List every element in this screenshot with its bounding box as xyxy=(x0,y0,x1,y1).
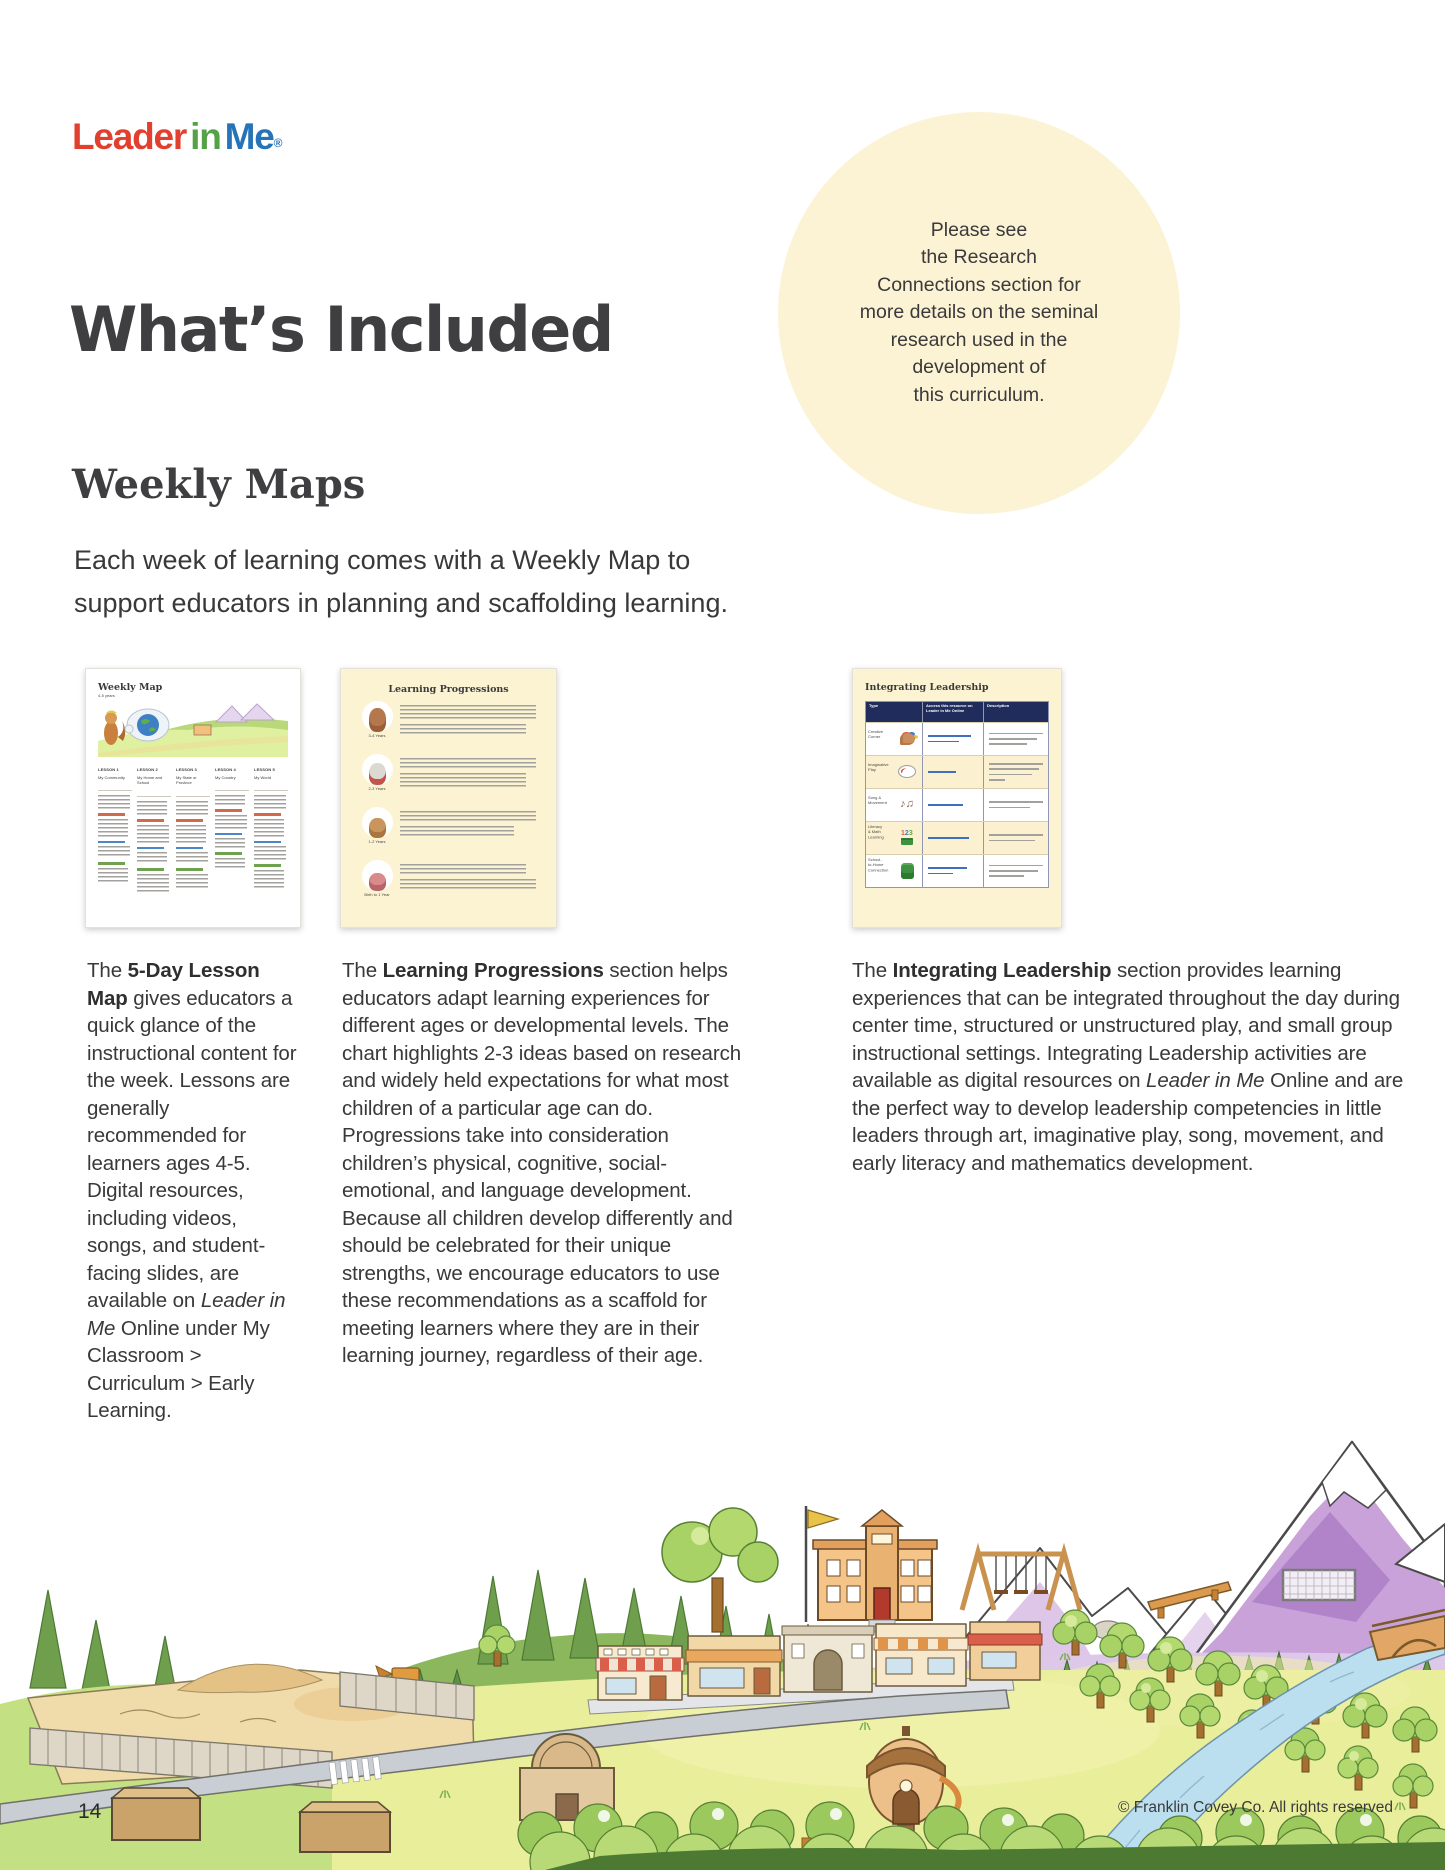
callout-text: Please see the Research Connections section for more details on the seminal research used in the development of this curriculum. xyxy=(859,218,1099,406)
lesson-column: LESSON 5 My World xyxy=(254,768,288,892)
registered-mark: ® xyxy=(273,136,282,150)
backpack-icon xyxy=(901,863,914,879)
column-integrating-leadership: The Integrating Leadership section provides learning experiences that can be integrated throughout the day during center time, structured or unstructured play, and small group instructional settings. Integrating Leadership activities are available as digital resources on Leader in Me Online and are the perfect way to develop leadership competencies in little leaders through art, imaginative play, song, movement, and early literacy and mathematics development. xyxy=(852,959,1404,1175)
copyright-notice: © Franklin Covey Co. All rights reserved xyxy=(1117,1799,1393,1816)
thought-bubble-icon xyxy=(898,765,916,778)
progression-row: 3-4 Years xyxy=(354,699,543,748)
lesson-columns xyxy=(98,768,288,892)
leader-in-me-logo xyxy=(72,116,281,158)
hedgehog-character-icon xyxy=(362,807,393,838)
weekly-map-title: Weekly Map xyxy=(98,682,163,693)
shop-small xyxy=(968,1622,1042,1680)
arch-building xyxy=(782,1626,874,1692)
123-book-icon: 123 xyxy=(901,830,913,845)
globe-icon xyxy=(137,714,159,736)
lesson-column: LESSON 1 My Community xyxy=(98,768,132,892)
weekly-map-thumbnail xyxy=(85,668,301,928)
research-callout-bubble xyxy=(778,112,1180,514)
table-row: Literacy & Math Learning 123 xyxy=(866,821,1048,854)
table-row: School-to-Home Connection xyxy=(866,854,1048,887)
integrating-leadership-thumbnail xyxy=(852,668,1062,928)
logo-word-leader: Leader xyxy=(72,116,187,157)
page-title: What’s Included xyxy=(69,293,613,366)
learning-progressions-thumbnail xyxy=(340,668,557,928)
bear-character-icon xyxy=(362,701,393,732)
progression-row: Birth to 1 Year xyxy=(354,858,543,907)
music-notes-icon: ♪♫ xyxy=(900,798,914,811)
school-building xyxy=(806,1506,937,1632)
intro-paragraph: Each week of learning comes with a Weekly Map to support educators in planning and scaffolding learning. xyxy=(74,545,728,618)
squirrel-character xyxy=(104,721,118,745)
column-learning-progressions: The Learning Progressions section helps educators adapt learning experiences for different ages or developmental levels. The chart highlights 2-3 ideas based on research and widely held expectations for what most children of a particular age can do. Progressions take into consideration children’s physical, cognitive, social-emotional, and language development. Because all children develop differently and should be celebrated for their unique strengths, we encourage educators to use these recommendations as a scaffold for meeting learners where they are in their learning journey, regardless of their age. xyxy=(342,959,742,1367)
table-row: Imaginative Play xyxy=(866,755,1048,788)
palette-icon xyxy=(900,733,915,745)
table-row: Creative Corner xyxy=(866,722,1048,755)
rabbit-character-icon xyxy=(362,754,393,785)
column-5-day-lesson-map: The 5-Day Lesson Map gives educators a quick glance of the instructional content for the week. Lessons are generally recommended for learners ages 4-5. Digital resources, including videos, songs, and student-facing slides, are available on Leader in Me Online under My Classroom > Curriculum > Early Learning. xyxy=(87,959,297,1422)
page-number: 14 xyxy=(78,1800,102,1823)
table-header-row: Type Access this resource on Leader in Me Online Description xyxy=(866,702,1048,722)
lesson-column: LESSON 4 My Country xyxy=(215,768,249,892)
soccer-goal xyxy=(1283,1570,1355,1600)
integrating-leadership-table xyxy=(865,701,1049,888)
logo-word-in: in xyxy=(190,116,221,157)
lesson-column: LESSON 3 My State or Province xyxy=(176,768,210,892)
learning-progressions-title: Learning Progressions xyxy=(388,684,509,695)
section-subtitle: Weekly Maps xyxy=(72,461,366,508)
table-row: Song & Movement ♪♫ xyxy=(866,788,1048,821)
school-door xyxy=(874,1588,890,1620)
progression-row: 1-2 Years xyxy=(354,805,543,854)
shop-awning-striped xyxy=(874,1624,968,1686)
logo-word-me: Me xyxy=(224,116,274,157)
shop-awning-red xyxy=(596,1646,684,1700)
weekly-map-mini-illustration xyxy=(98,701,288,757)
weekly-map-age-note: 4-5 years xyxy=(98,694,115,699)
progression-row: 2-3 Years xyxy=(354,752,543,801)
mouse-character-icon xyxy=(362,860,393,891)
integrating-leadership-title: Integrating Leadership xyxy=(865,682,989,693)
school-flag xyxy=(808,1510,838,1528)
shop-awning-orange xyxy=(686,1636,782,1696)
lesson-column: LESSON 2 My Home and School xyxy=(137,768,171,892)
